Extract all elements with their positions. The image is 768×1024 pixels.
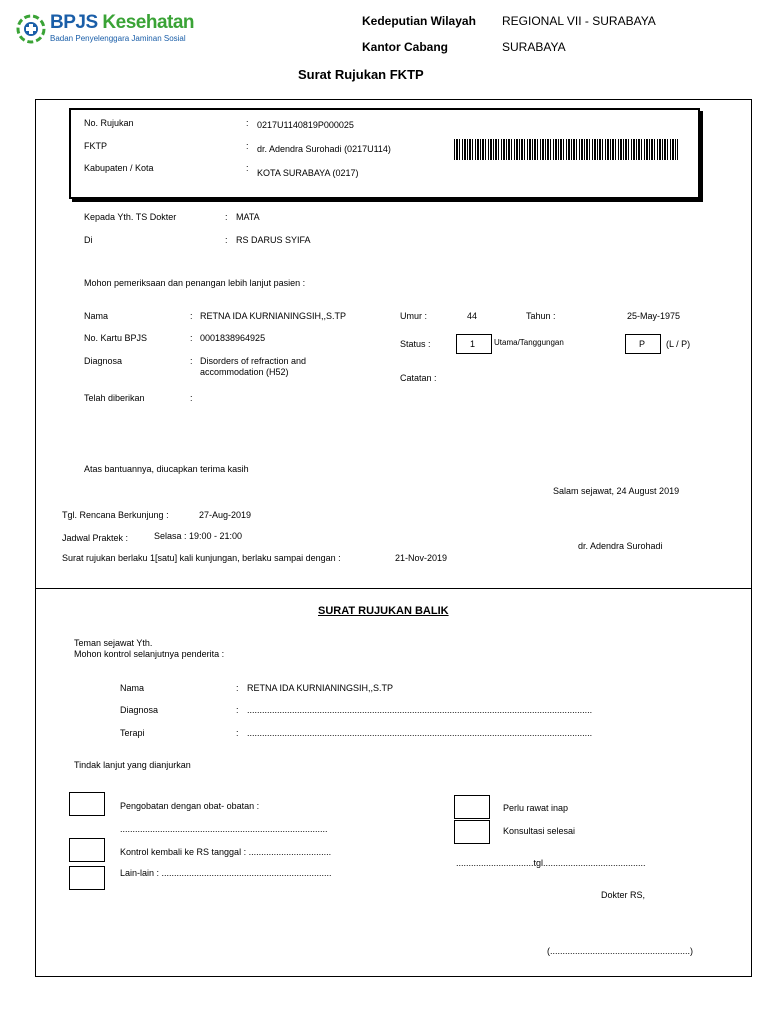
section-divider [35, 588, 751, 589]
balik-terapi-dots: .......................................................................................................................................... [247, 728, 593, 738]
catatan-label: Catatan : [400, 373, 437, 383]
kartu-bpjs-colon: : [190, 333, 193, 343]
status-value: 1 [470, 339, 476, 349]
jadwal-praktek-label: Jadwal Praktek : [62, 533, 129, 543]
barcode [454, 139, 678, 160]
gender-value: P [639, 339, 646, 349]
status-label: Status : [400, 339, 431, 349]
diagnosa-value-line2: accommodation (H52) [200, 367, 289, 377]
berlaku-value: 21-Nov-2019 [395, 553, 448, 563]
balik-nama-colon: : [236, 683, 239, 693]
no-rujukan-value: 0217U1140819P000025 [257, 120, 354, 130]
kepada-colon: : [225, 212, 228, 222]
fktp-colon: : [246, 141, 249, 151]
page-title: Surat Rujukan FKTP [298, 67, 424, 82]
jadwal-praktek-value: Selasa : 19:00 - 21:00 [154, 531, 243, 541]
bpjs-logo-icon [16, 14, 46, 44]
checkbox-rawat-inap[interactable] [454, 795, 490, 819]
status-desc: Utama/Tanggungan [494, 338, 564, 347]
telah-diberikan-label: Telah diberikan [84, 393, 145, 403]
di-label: Di [84, 235, 93, 245]
balik-greeting-line1: Teman sejawat Yth. [74, 638, 153, 648]
di-colon: : [225, 235, 228, 245]
tgl-signature-line: ...............................tgl......................................... [456, 858, 646, 868]
tahun-label: Tahun : [526, 311, 556, 321]
no-rujukan-colon: : [246, 118, 249, 128]
kedeputian-label: Kedeputian Wilayah [362, 14, 476, 28]
telah-diberikan-colon: : [190, 393, 193, 403]
berlaku-text: Surat rujukan berlaku 1[satu] kali kunjungan, berlaku sampai dengan : [62, 553, 341, 563]
no-rujukan-label: No. Rujukan [84, 118, 134, 128]
kantor-cabang-value: SURABAYA [502, 40, 566, 54]
document-frame [35, 99, 752, 977]
balik-nama-label: Nama [120, 683, 145, 693]
signature-line: (........................................................) [547, 946, 694, 956]
kabupaten-colon: : [246, 163, 249, 173]
logo-subtitle: Badan Penyelenggara Jaminan Sosial [50, 34, 186, 43]
opt-konsultasi-label: Konsultasi selesai [503, 826, 576, 836]
umur-value: 44 [467, 311, 478, 321]
kantor-cabang-label: Kantor Cabang [362, 40, 449, 54]
diagnosa-label: Diagnosa [84, 356, 123, 366]
checkbox-kontrol[interactable] [69, 838, 105, 862]
dokter-rs-label: Dokter RS, [601, 890, 646, 900]
diagnosa-colon: : [190, 356, 193, 366]
balik-title: SURAT RUJUKAN BALIK [318, 605, 449, 617]
thanks-text: Atas bantuannya, diucapkan terima kasih [84, 464, 249, 474]
nama-value: RETNA IDA KURNIANINGSIH,,S.TP [200, 311, 347, 321]
gender-desc: (L / P) [666, 339, 691, 349]
bpjs-logo [16, 13, 206, 45]
checkbox-lain-lain[interactable] [69, 866, 105, 890]
balik-terapi-colon: : [236, 728, 239, 738]
tindak-lanjut-text: Tindak lanjut yang dianjurkan [74, 760, 191, 770]
doctor-name: dr. Adendra Surohadi [578, 541, 663, 551]
tahun-value: 25-May-1975 [627, 311, 681, 321]
kabupaten-value: KOTA SURABAYA (0217) [257, 168, 359, 178]
balik-greeting-line2: Mohon kontrol selanjutnya penderita : [74, 649, 225, 659]
checkbox-konsultasi[interactable] [454, 820, 490, 844]
kedeputian-value: REGIONAL VII - SURABAYA [502, 14, 656, 28]
fktp-label: FKTP [84, 141, 108, 151]
logo-text-bpjs: BPJS [50, 12, 98, 33]
kepada-value: MATA [236, 212, 260, 222]
kepada-label: Kepada Yth. TS Dokter [84, 212, 177, 222]
opt-lain-label: Lain-lain : .................................................................... [120, 868, 332, 878]
checkbox-pengobatan[interactable] [69, 792, 105, 816]
nama-colon: : [190, 311, 193, 321]
tgl-rencana-label: Tgl. Rencana Berkunjung : [62, 510, 169, 520]
opt-kontrol-label: Kontrol kembali ke RS tanggal : ................................. [120, 847, 332, 857]
diagnosa-value-line1: Disorders of refraction and [200, 356, 307, 366]
opt-pengobatan-label: Pengobatan dengan obat- obatan : [120, 801, 260, 811]
tgl-rencana-value: 27-Aug-2019 [199, 510, 252, 520]
umur-label: Umur : [400, 311, 427, 321]
balik-terapi-label: Terapi [120, 728, 145, 738]
request-text: Mohon pemeriksaan dan penangan lebih lanjut pasien : [84, 278, 306, 288]
kabupaten-label: Kabupaten / Kota [84, 163, 154, 173]
balik-nama-value: RETNA IDA KURNIANINGSIH,,S.TP [247, 683, 394, 693]
kartu-bpjs-label: No. Kartu BPJS [84, 333, 148, 343]
kartu-bpjs-value: 0001838964925 [200, 333, 266, 343]
balik-diagnosa-dots: .......................................................................................................................................... [247, 705, 593, 715]
opt-rawat-inap-label: Perlu rawat inap [503, 803, 569, 813]
salam-text: Salam sejawat, 24 August 2019 [553, 486, 680, 496]
nama-label: Nama [84, 311, 109, 321]
di-value: RS DARUS SYIFA [236, 235, 311, 245]
fktp-value: dr. Adendra Surohadi (0217U114) [257, 144, 391, 154]
opt-pengobatan-dots: ................................................................................... [120, 824, 328, 834]
logo-text-kesehatan: Kesehatan [102, 12, 195, 33]
balik-diagnosa-colon: : [236, 705, 239, 715]
balik-diagnosa-label: Diagnosa [120, 705, 159, 715]
